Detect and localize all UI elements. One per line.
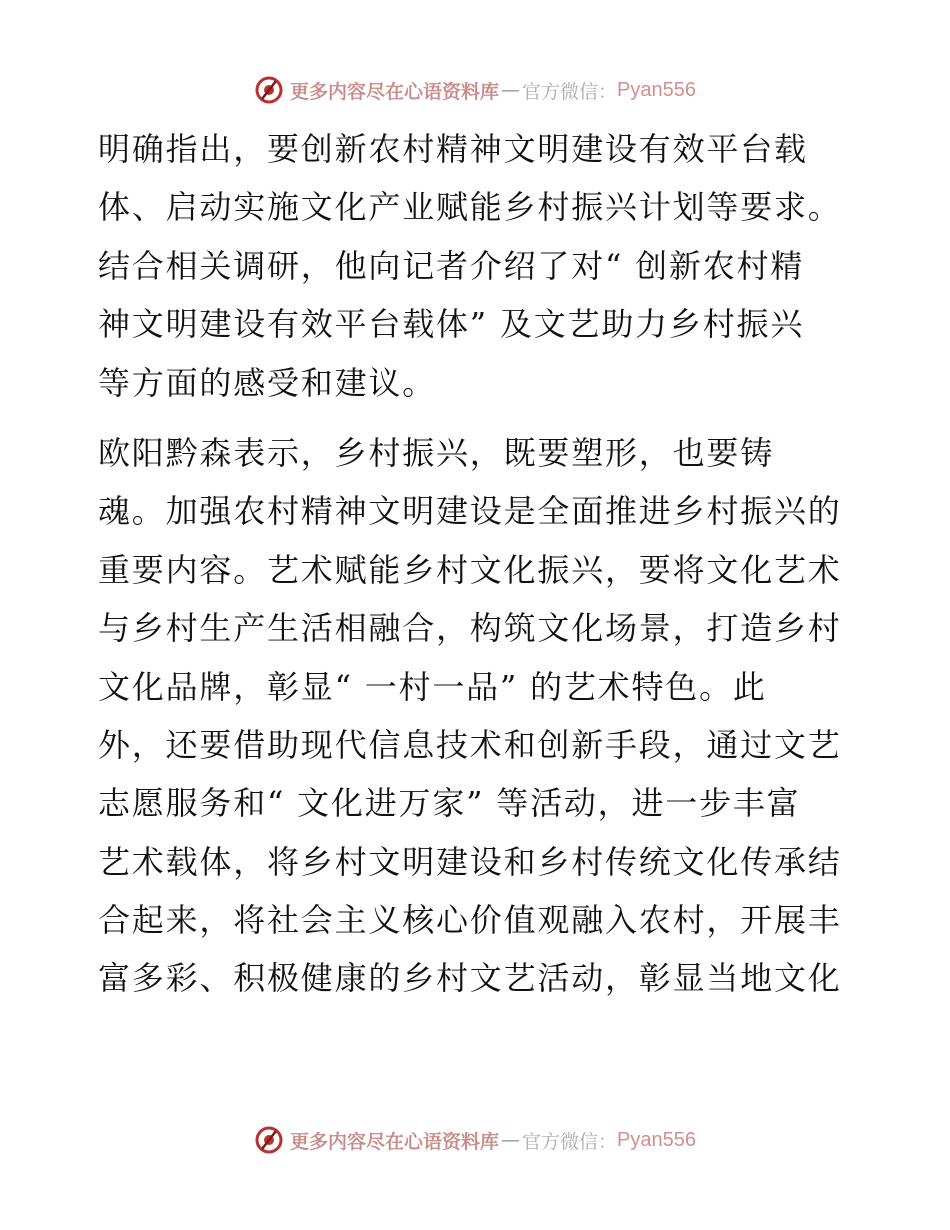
footer-banner — [0, 1122, 950, 1158]
banner-title: 更多内容尽在心语资料库 — [290, 1130, 500, 1153]
logo-icon — [254, 75, 284, 105]
banner-wechat-label: 官方微信： — [522, 80, 618, 103]
text-line: 结合相关调研，他向记者介绍了对“ 创新农村精 — [98, 246, 805, 285]
text-line: 魂。加强农村精神文明建设是全面推进乡村振兴的 — [98, 492, 842, 531]
header-banner — [0, 72, 950, 108]
banner-wechat-id: Pyan556 — [617, 78, 696, 101]
text-line: 明确指出，要创新农村精神文明建设有效平台载 — [98, 130, 808, 168]
paragraph-1 — [98, 120, 858, 412]
banner-wechat-label: 官方微信： — [522, 1130, 618, 1153]
text-line: 合起来，将社会主义核心价值观融入农村，开展丰 — [98, 901, 842, 940]
paragraph-2 — [98, 424, 858, 1008]
text-line: 欧阳黔森表示，乡村振兴，既要塑形，也要铸 — [98, 433, 775, 472]
banner-dash: — — [501, 1129, 521, 1151]
paragraph-gap — [98, 412, 858, 424]
banner-title: 更多内容尽在心语资料库 — [290, 80, 500, 103]
text-line: 与乡村生产生活相融合，构筑文化场景，打造乡村 — [98, 609, 842, 648]
text-line: 志愿服务和“ 文化进万家” 等活动，进一步丰富 — [98, 784, 801, 823]
text-line: 等方面的感受和建议。 — [98, 363, 437, 402]
document-body — [98, 120, 858, 1008]
text-line: 神文明建设有效平台载体” 及文艺助力乡村振兴 — [98, 305, 805, 344]
banner-dash: — — [501, 79, 521, 101]
text-line: 外，还要借助现代信息技术和创新手段，通过文艺 — [98, 725, 842, 764]
text-line: 文化品牌，彰显“ 一村一品” 的艺术特色。此 — [98, 667, 767, 706]
text-line: 富多彩、积极健康的乡村文艺活动，彰显当地文化 — [98, 959, 842, 998]
text-line: 重要内容。艺术赋能乡村文化振兴，要将文化艺术 — [98, 550, 842, 589]
banner-wechat-id: Pyan556 — [617, 1128, 696, 1151]
text-line: 体、启动实施文化产业赋能乡村振兴计划等要求。 — [98, 188, 842, 227]
text-line: 艺术载体，将乡村文明建设和乡村传统文化传承结 — [98, 842, 842, 881]
logo-icon — [254, 1125, 284, 1155]
